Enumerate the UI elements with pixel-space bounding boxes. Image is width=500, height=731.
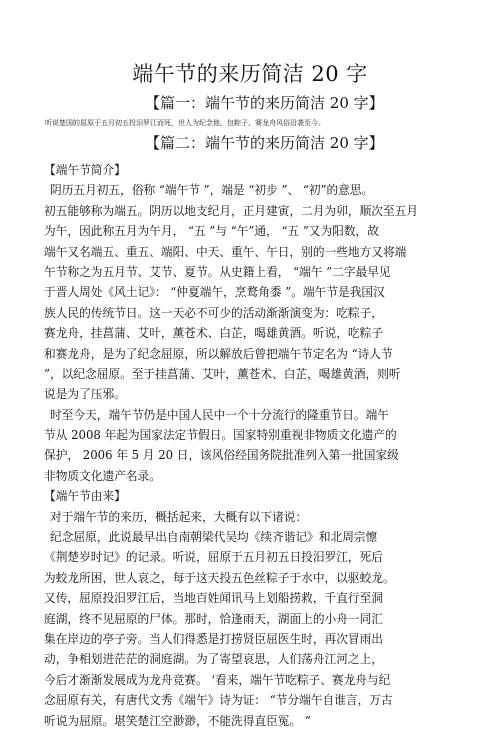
- body-line: 为蛟龙所困，世人哀之，每于这天投五色丝粽子于水中，以驱蛟龙。: [44, 570, 395, 585]
- intro-paragraph: 听说楚国的屈原于五月初五投汨罗江而死，世人为纪念他，包粽子、赛龙舟风俗沿袭至今。: [45, 119, 325, 127]
- body-line: 和赛龙舟，是为了纪念屈原，所以解放后曾把端午节定名为 “诗人节: [44, 346, 393, 361]
- body-line: 族人民的传统节日。这一天必不可少的活动渐渐演变为：吃粽子，: [44, 305, 383, 320]
- section-heading-1: 【篇一：端午节的来历简洁 20 字】: [145, 94, 384, 112]
- body-line: 《荆楚岁时记》的记录。听说，屈原于五月初五日投汨罗江，死后: [44, 550, 383, 565]
- body-line: 集在岸边的亭子旁。当人们得悉是打捞贤臣屈医生时，再次冒雨出: [44, 631, 383, 646]
- body-line: 时至今天，端午节仍是中国人民中一个十分流行的隆重节日。端午: [50, 407, 389, 422]
- body-line: 又传，屈原投汨罗江后，当地百姓闻讯马上划船捞救，千直行至洞: [44, 591, 383, 606]
- body-line: 非物质文化遗产名录。: [44, 468, 161, 483]
- body-line: 听说为屈原。堪笑楚江空渺渺，不能洗得直臣冤。 ”: [44, 713, 311, 728]
- body-line: 今后才渐渐发展成为龙舟竞赛。 ‘看来，端午节吃粽子、赛龙舟与纪: [44, 672, 391, 687]
- body-line: 说是为了压邪。: [44, 387, 126, 402]
- body-line: 午节称之为五月节、艾节、夏节。从史籍上看， “端午 ”二字最早见: [44, 264, 391, 279]
- body-line: 初五能够称为端五。阴历以地支纪月，正月建寅，二月为卯，顺次至五月: [44, 203, 419, 218]
- body-line: 动，争相划进茫茫的洞庭湖。为了寄望哀思，人们荡舟江河之上，: [44, 652, 383, 667]
- body-line: 念屈原有关，有唐代文秀《端午》诗为证： “节分端午自谁言，万古: [44, 693, 393, 708]
- body-line: 保护， 2006 年 5 月 20 日，该风俗经国务院批准列入第一批国家级: [44, 448, 399, 463]
- body-text: [44, 160, 474, 731]
- body-line: 于晋人周处《风土记》： “仲夏端午，烹鹜角黍 ”。端午节是我国汉: [44, 285, 385, 300]
- body-line: ”，以纪念屈原。至于挂菖蒲、艾叶，薰苍术、白芷，喝雄黄酒，则听: [44, 366, 401, 381]
- body-line: 为午，因此称五月为午月， “五 ”与 “午”通， “五 ”又为阳数，故: [44, 224, 379, 239]
- document-title: 端午节的来历简洁 20 字: [132, 62, 368, 86]
- body-line: 端午又名端五、重五、端阳、中天、重午、午日，别的一些地方又将端: [44, 244, 407, 259]
- body-line: 阴历五月初五，俗称 “端午节 ”，端是 “初步 ”、 “初”的意思。: [50, 183, 374, 198]
- subheading-origin: 【端午节由来】: [44, 489, 126, 504]
- body-line: 节从 2008 年起为国家法定节假日。国家特别重视非物质文化遗产的: [44, 428, 397, 443]
- body-line: 对于端午节的来历，概括起来，大概有以下诸说：: [50, 509, 308, 524]
- body-line: 庭湖，终不见屈原的尸体。那时，恰逢雨天，湖面上的小舟一同汇: [44, 611, 383, 626]
- body-line: 赛龙舟，挂菖蒲、艾叶，薰苍术、白芷，喝雄黄酒。听说，吃粽子: [44, 326, 383, 341]
- subheading-intro: 【端午节简介】: [44, 163, 126, 177]
- body-line: 纪念屈原，此说最早出自南朝梁代吴均《续齐谐记》和北周宗懔: [50, 530, 378, 545]
- section-heading-2: 【篇二：端午节的来历简洁 20 字】: [145, 134, 384, 152]
